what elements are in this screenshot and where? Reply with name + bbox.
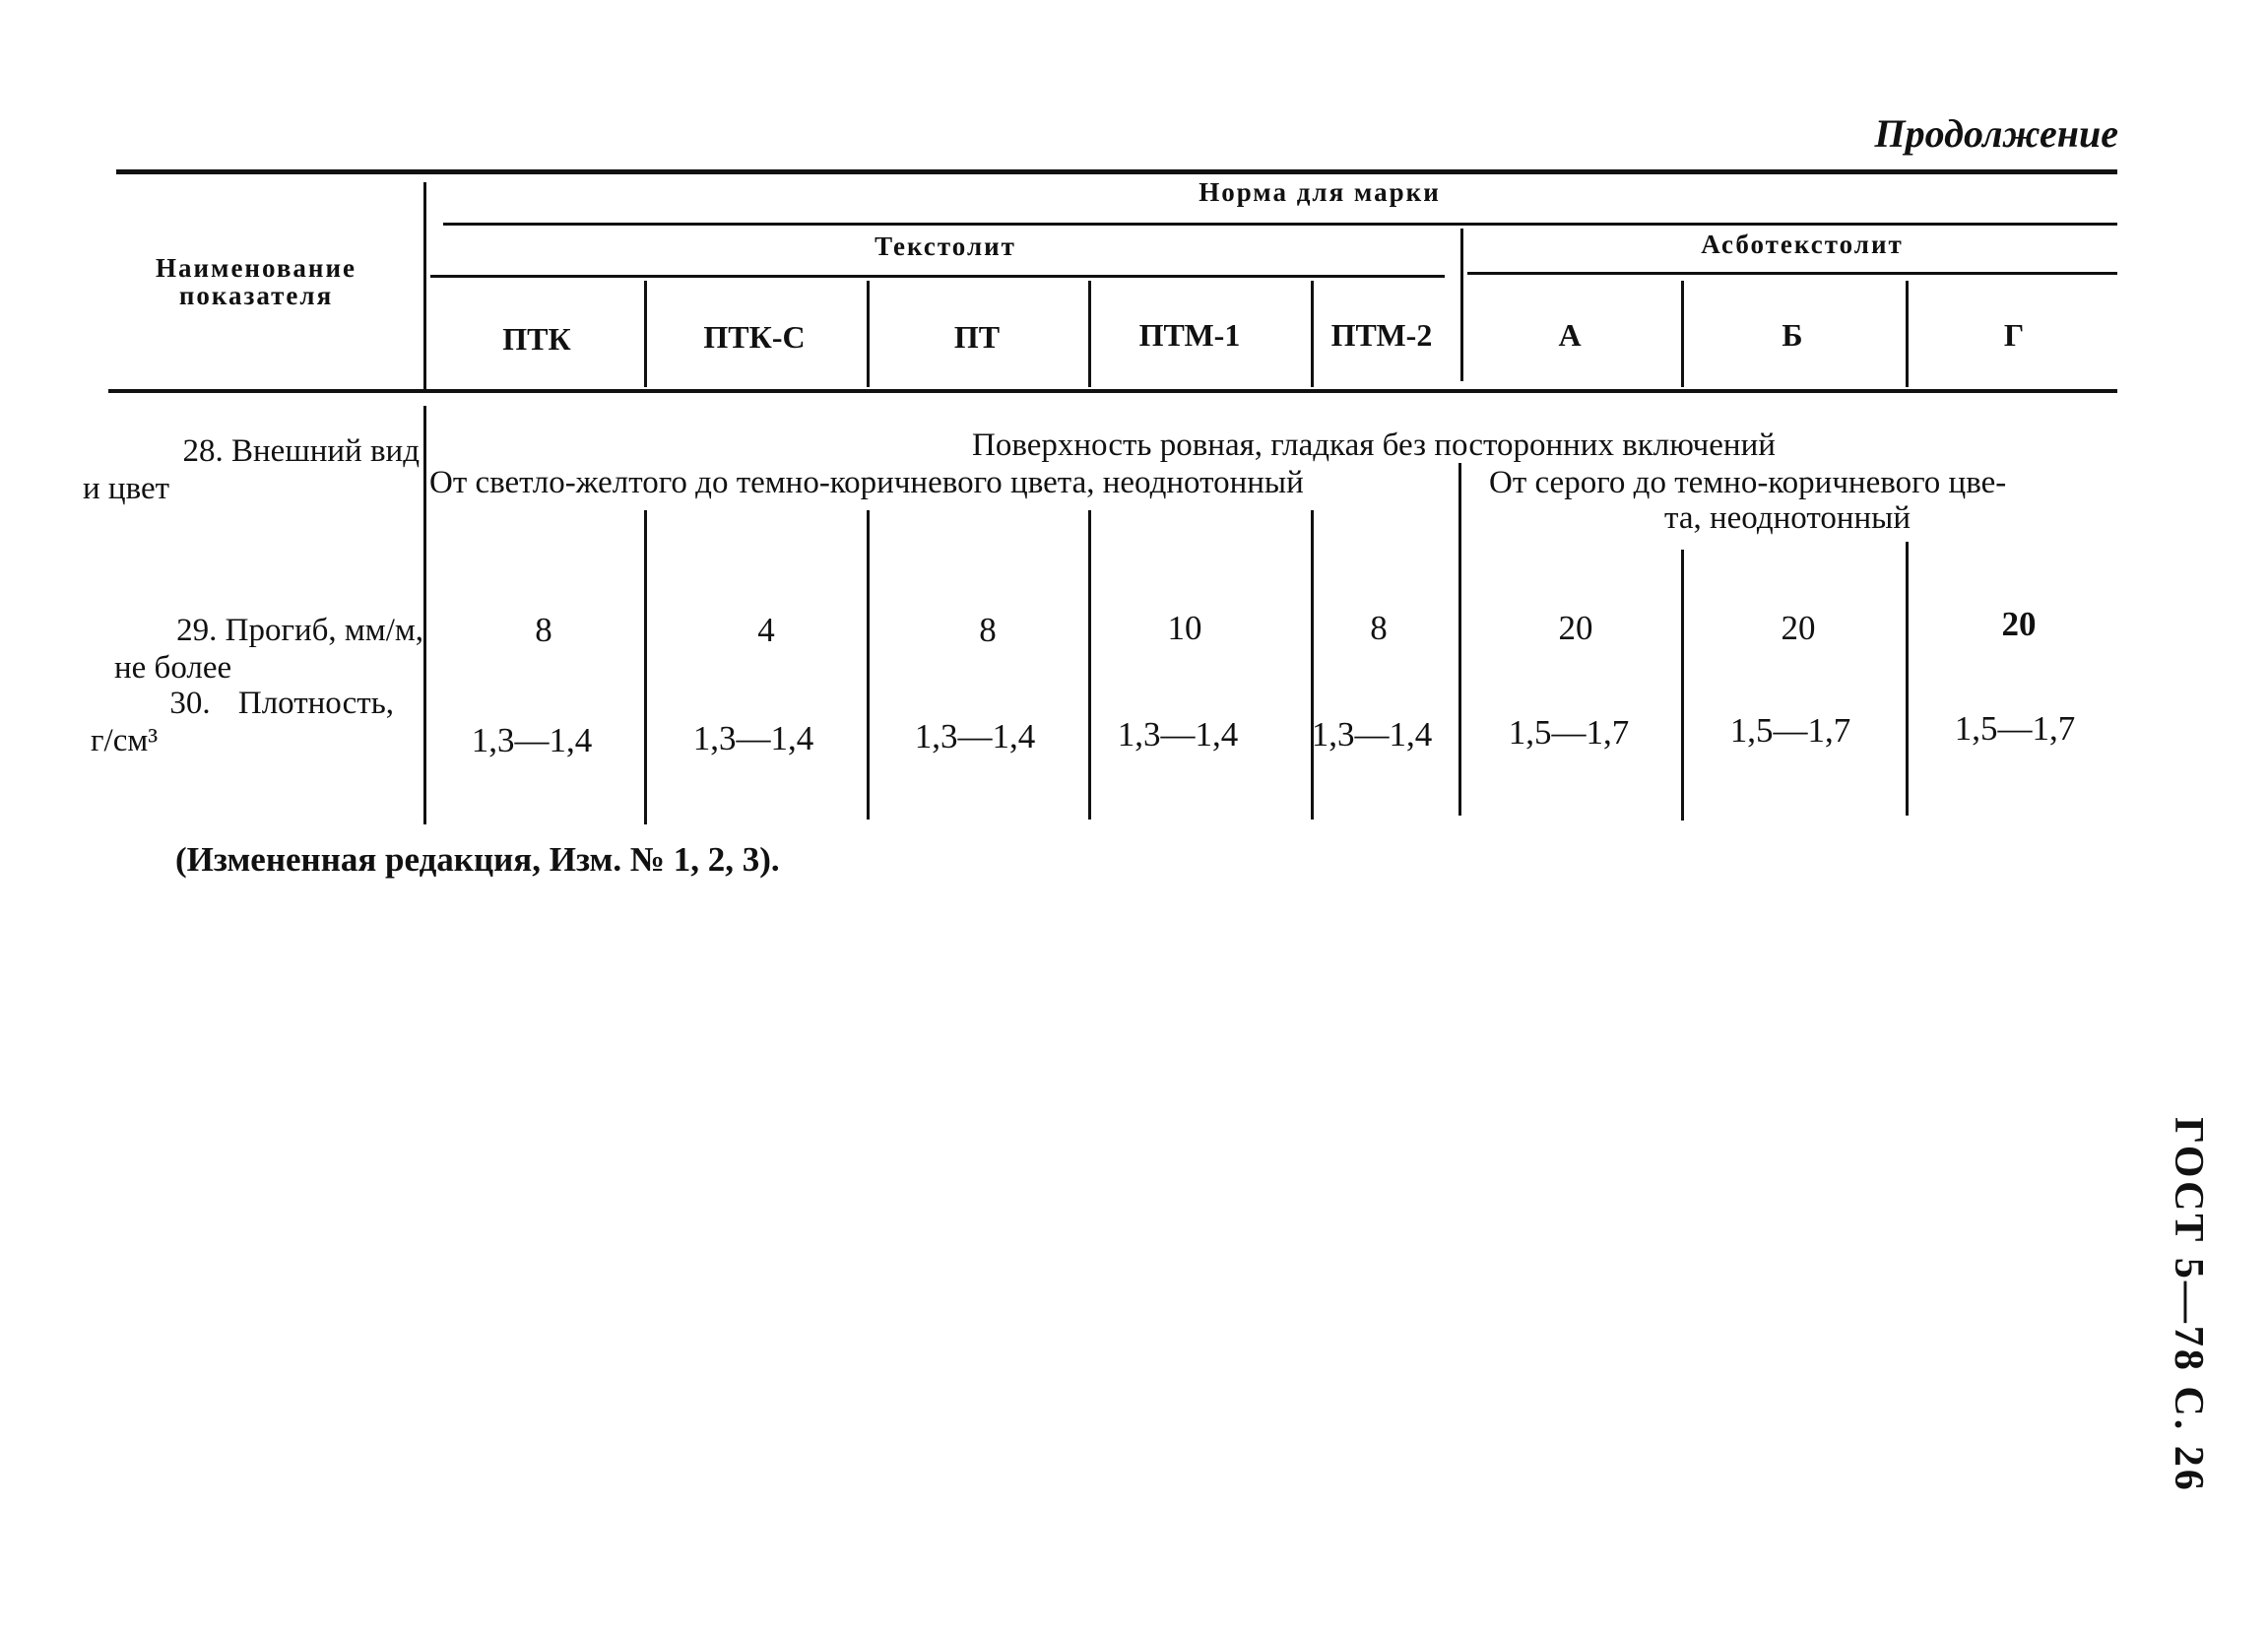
table-top-rule xyxy=(116,169,2117,174)
row-30-cell-pt: 1,3—1,4 xyxy=(914,717,1036,755)
column-header-ptk: ПТК xyxy=(502,321,571,357)
row-30-name-line2: г/см³ xyxy=(91,723,159,758)
column-header-a: А xyxy=(1558,317,1582,353)
amendment-note: (Измененная редакция, Изм. № 1, 2, 3). xyxy=(175,840,780,879)
column-header-ptm-1: ПТМ-1 xyxy=(1138,317,1241,353)
body-vline-2 xyxy=(867,510,870,820)
header-vline-group xyxy=(1460,229,1463,381)
side-page-label: ГОСТ 5—78 С. 26 xyxy=(2166,1117,2211,1493)
header-param-name xyxy=(138,254,374,309)
row-30-cell-a: 1,5—1,7 xyxy=(1508,713,1630,752)
row-29-name-line2: не более xyxy=(114,650,232,686)
header-norm: Норма для марки xyxy=(1199,177,1441,207)
row-29-cell-ptm-1: 10 xyxy=(1167,609,1202,647)
row-30-cell-ptm-1: 1,3—1,4 xyxy=(1117,715,1239,754)
body-vline-6 xyxy=(1681,550,1684,820)
row-30-cell-ptk: 1,3—1,4 xyxy=(471,721,593,759)
header-group-asbo: Асботекстолит xyxy=(1701,230,1904,259)
row-28-asbo-color-line1: От серого до темно-коричневого цве- xyxy=(1489,465,2007,500)
row-28-name-line2: и цвет xyxy=(83,471,170,506)
row-30-cell-b: 1,5—1,7 xyxy=(1729,711,1851,750)
row-28-textolite-color: От светло-желтого до темно-коричневого цвета, неоднотонный xyxy=(429,465,1304,500)
row-30-cell-g: 1,5—1,7 xyxy=(1954,709,2076,748)
header-param-name-line2: показателя xyxy=(178,281,334,310)
body-vline-3 xyxy=(1088,510,1091,820)
column-header-g: Г xyxy=(2003,317,2025,353)
column-header-ptm-2: ПТМ-2 xyxy=(1330,317,1433,353)
row-29-cell-a: 20 xyxy=(1558,609,1593,647)
row-29-name-line1: 29. Прогиб, мм/м, xyxy=(176,613,423,648)
group-underline-asbo xyxy=(1467,272,2117,275)
body-vline-7 xyxy=(1906,542,1909,816)
continuation-label: Продолжение xyxy=(1874,111,2118,156)
column-header-pt: ПТ xyxy=(953,319,1001,355)
row-29-cell-ptk: 8 xyxy=(535,611,552,649)
row-29-cell-ptm-2: 8 xyxy=(1370,609,1388,647)
header-vline-name xyxy=(423,182,426,391)
header-group-textolite: Текстолит xyxy=(875,231,1016,261)
row-29-cell-g: 20 xyxy=(2001,605,2037,643)
row-29-cell-b: 20 xyxy=(1781,609,1816,647)
norm-underline-rule xyxy=(443,223,2117,226)
row-28-common-text: Поверхность ровная, гладкая без посторонних включений xyxy=(972,427,1776,463)
row-28-name-line1: 28. Внешний вид xyxy=(182,433,420,469)
header-bottom-rule xyxy=(108,389,2117,393)
header-param-name-line1: Наименование xyxy=(156,253,356,283)
body-vline-4 xyxy=(1311,510,1314,820)
column-header-ptk-s: ПТК-С xyxy=(703,319,806,355)
group-underline-textolite xyxy=(430,275,1445,278)
row-30-cell-ptm-2: 1,3—1,4 xyxy=(1311,715,1433,754)
row-29-cell-ptk-s: 4 xyxy=(757,611,775,649)
column-header-b: Б xyxy=(1782,317,1803,353)
body-vline-1 xyxy=(644,510,647,824)
row-28-asbo-color-line2: та, неоднотонный xyxy=(1664,500,1911,536)
row-30-name-line1: 30. Плотность, xyxy=(169,686,394,721)
row-29-cell-pt: 8 xyxy=(979,611,997,649)
body-vline-name xyxy=(423,406,426,824)
row-30-cell-ptk-s: 1,3—1,4 xyxy=(692,719,814,757)
